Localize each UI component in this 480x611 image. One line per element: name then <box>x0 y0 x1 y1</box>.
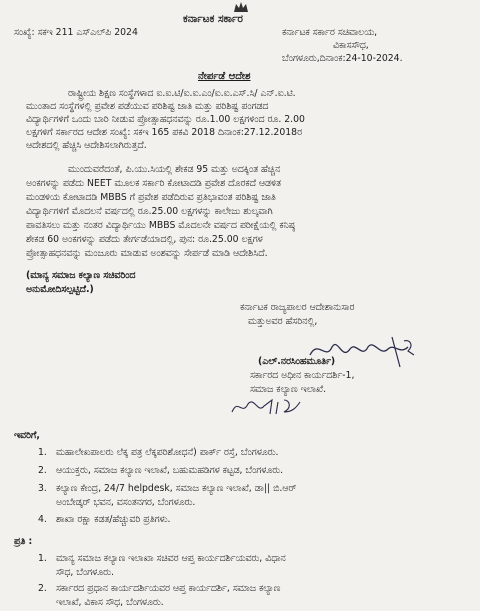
approval-note: ಅನುಮೋದಿಸಲ್ಪಟ್ಟಿದೆ.) <box>26 284 94 295</box>
approval-note: (ಮಾನ್ಯ ಸಮಾಜ ಕಲ್ಯಾಣ ಸಚಿವರಿಂದ <box>26 270 136 281</box>
para2-line: ಪ್ರೋತ್ಸಾಹಧನವನ್ನು ಮಂಜೂರು ಮಾಡುವ ಅಂಶವನ್ನು ಸೇರ್ಪಡೆ ಮಾಡಿ ಆದೇಶಿಸಿದೆ. <box>26 248 268 259</box>
copy-line: ಸೌಧ, ಬೆಂಗಳೂರು. <box>56 567 114 578</box>
recipient-number: 3. <box>38 483 47 494</box>
para1-line: ರಾಷ್ಟ್ರೀಯ ಶಿಕ್ಷಣ ಸಂಸ್ಥೆಗಳಾದ ಐ.ಐ.ಟಿ/ಐ.ಐ.ಎಂ/ಐ.ಐ.ಎಸ್.ಸಿ/ ಎನ್.ಐ.ಟಿ. <box>68 88 296 99</box>
copy-heading: ಪ್ರತಿ : <box>14 536 33 547</box>
para2-line: ಶೇಕಡ 60 ಅಂಕಗಳನ್ನು ಪಡೆದು ತೇರ್ಗಡೆಯಾದಲ್ಲಿ, ಪುನ: ರೂ.25.00 ಲಕ್ಷಗಳ <box>26 234 263 245</box>
office-line-2: ವಿಕಾಸಸೌಧ, <box>333 40 369 51</box>
recipient-number: 1. <box>38 447 47 458</box>
para2-line: ಪಾವತಿಸಲು ಮತ್ತು ನಂತರ ವಿದ್ಯಾರ್ಥಿಯು MBBS ಮೊದಲನೇ ವರ್ಷದ ಪರೀಕ್ಷೆಯಲ್ಲಿ ಕನಿಷ್ಠ <box>26 220 295 231</box>
office-line-1: ಕರ್ನಾಟಕ ಸರ್ಕಾರ ಸಚಿವಾಲಯ, <box>282 27 378 38</box>
signatory-designation: ಸರ್ಕಾರದ ಅಧೀನ ಕಾರ್ಯದರ್ಶಿ-1, <box>250 370 355 381</box>
para2-line: ವಿದ್ಯಾರ್ಥಿಗಳಿಗೆ ಮೊದಲನೆ ವರ್ಷದಲ್ಲಿ ರೂ.25.00 ಲಕ್ಷಗಳನ್ನು ಕಾಲೇಜು ಶುಲ್ಕವಾಗಿ <box>26 206 273 217</box>
governor-order: ಮತ್ತುಅವರ ಹೆಸರಿನಲ್ಲಿ, <box>248 316 318 327</box>
copy-line: ಮಾನ್ಯ ಸಮಾಜ ಕಲ್ಯಾಣ ಇಲಾಖಾ ಸಚಿವರ ಆಪ್ತ ಕಾರ್ಯದರ್ಶಿಯವರು, ವಿಧಾನ <box>56 553 286 564</box>
para1-line: ಲಕ್ಷಗಳಿಗೆ ಸರ್ಕಾರದ ಆದೇಶ ಸಂಖ್ಯೆ: ಸಕಇ 165 ಪಕವಿ 2018 ದಿನಾಂಕ:27.12.2018ರ <box>26 127 302 138</box>
para2-line: ಮುಂದುವರೆದಂತೆ, ಪಿ.ಯು.ಸಿಯಲ್ಲಿ ಶೇಕಡ 95 ಮತ್ತು ಅದಕ್ಕಿಂತ ಹೆಚ್ಚಿನ <box>68 164 281 175</box>
para1-line: ಆದೇಶದಲ್ಲಿ ಹೆಚ್ಚಿಸಿ ಆದೇಶಿಸಲಾಗಿರುತ್ತದೆ. <box>26 140 147 151</box>
to-heading: ಇವರಿಗೆ, <box>14 430 40 441</box>
handwritten-initials <box>228 394 304 418</box>
state-emblem-icon <box>232 0 250 13</box>
para1-line: ಮುಂತಾದ ಸಂಸ್ಥೆಗಳಲ್ಲಿ ಪ್ರವೇಶ ಪಡೆಯುವ ಪರಿಶಿಷ್ಟ ಜಾತಿ ಮತ್ತು ಪರಿಶಿಷ್ಟ ಪಂಗಡದ <box>26 101 269 112</box>
recipient-line: ಆಯುಕ್ತರು, ಸಮಾಜ ಕಲ್ಯಾಣ ಇಲಾಖೆ, ಬಹುಮಹಡಿಗಳ ಕಟ್ಟಡ, ಬೆಂಗಳೂರು. <box>56 465 284 476</box>
recipient-line: ಕಲ್ಯಾಣ ಕೇಂದ್ರ, 24/7 helpdesk, ಸಮಾಜ ಕಲ್ಯಾಣ ಇಲಾಖೆ, ಡಾ|| ಬಿ.ಆರ್ <box>56 483 297 494</box>
copy-line: ಇಲಾಖೆ, ವಿಕಾಸ ಸೌಧ, ಬೆಂಗಳೂರು. <box>56 597 164 608</box>
para2-line: ಅಂಕಗಳನ್ನು ಪಡೆದು NEET ಮೂಲಕ ಸರ್ಕಾರಿ ಕೋಟಾದಡಿ ಪ್ರವೇಶ ದೊರಕದೆ ಆಡಳಿತ <box>26 178 281 189</box>
government-title: ಕರ್ನಾಟಕ ಸರ್ಕಾರ <box>183 13 243 25</box>
reference-number: ಸಂಖ್ಯೆ: ಸಕಇ 211 ಎಸ್‌ಎಲ್‌ಪಿ 2024 <box>14 27 138 38</box>
order-title: ನೇರ್ಪಡೆ ಆದೇಶ <box>198 71 251 82</box>
copy-line: ಸರ್ಕಾರದ ಪ್ರಧಾನ ಕಾರ್ಯದರ್ಶಿಯವರ ಆಪ್ತ ಕಾರ್ಯದರ್ಶಿ, ಸಮಾಜ ಕಲ್ಯಾಣ <box>56 583 281 594</box>
recipient-number: 2. <box>38 465 47 476</box>
signatory-name: (ಎಲ್.ನರಸಿಂಹಮೂರ್ತಿ) <box>258 356 336 367</box>
copy-number: 2. <box>38 583 47 594</box>
signatory-department: ಸಮಾಜ ಕಲ್ಯಾಣ ಇಲಾಖೆ. <box>250 384 327 395</box>
recipient-line: ಶಾಖಾ ರಕ್ಷಾ ಕಡತ/ಹೆಚ್ಚುವರಿ ಪ್ರತಿಗಳು. <box>56 514 171 525</box>
place-date: ಬೆಂಗಳೂರು,ದಿನಾಂಕ:24-10-2024. <box>282 53 403 64</box>
recipient-line: ಮಹಾಲೇಖಪಾಲರು ಲೆಕ್ಕ ಪತ್ರ ಲೆಕ್ಕಪರಿಶೋಧನೆ) ಪಾರ್ಕ್ ರಸ್ತೆ, ಬೆಂಗಳೂರು. <box>56 447 279 458</box>
para2-line: ಮಂಡಳಿಯ ಕೋಟಾದಡಿ MBBS ಗೆ ಪ್ರವೇಶ ಪಡೆದಿರುವ ಪ್ರತಿಭಾವಂತ ಪರಿಶಿಷ್ಟ ಜಾತಿ <box>26 192 276 203</box>
recipient-line: ಅಂಬೇಡ್ಕರ್ ಭವನ, ವಸಂತನಗರ, ಬೆಂಗಳೂರು. <box>56 497 196 508</box>
recipient-number: 4. <box>38 514 47 525</box>
para1-line: ವಿದ್ಯಾರ್ಥಿಗಳಿಗೆ ಒಂದು ಬಾರಿ ನೀಡುವ ಪ್ರೋತ್ಸಾಹಧನವನ್ನು ರೂ.1.00 ಲಕ್ಷಗಳಿಂದ ರೂ. 2.00 <box>26 114 305 125</box>
governor-order: ಕರ್ನಾಟಕ ರಾಜ್ಯಪಾಲರ ಆದೇಶಾನುಸಾರ <box>240 302 355 313</box>
copy-number: 1. <box>38 553 47 564</box>
